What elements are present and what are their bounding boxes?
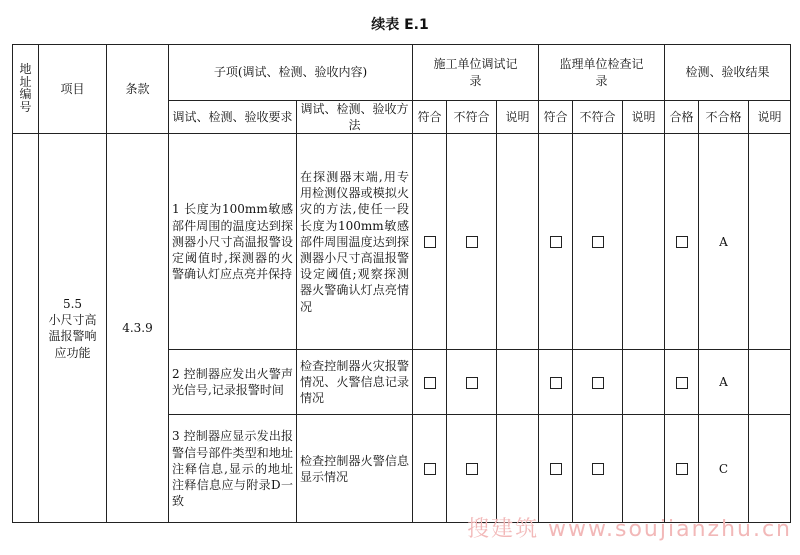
header-construction-unit-label: 施工单位调试记录	[433, 57, 518, 88]
header-address-no-label: 地址编号	[19, 62, 32, 114]
sup-note-3	[623, 415, 665, 523]
checkbox-icon[interactable]	[676, 236, 688, 248]
check-conform-3[interactable]	[413, 415, 447, 523]
method-2: 检查控制器火灾报警情况、火警信息记录情况	[297, 350, 413, 415]
cell-clause: 4.3.9	[107, 134, 169, 523]
header-nonconform-2: 不符合	[573, 101, 623, 134]
header-nonconform-1: 不符合	[447, 101, 497, 134]
header-conform-1: 符合	[413, 101, 447, 134]
cell-item	[39, 134, 107, 523]
check-conform-1[interactable]	[413, 134, 447, 350]
grade-1: A	[699, 134, 749, 350]
header-sub-item: 子项(调试、检测、验收内容)	[169, 45, 413, 101]
item-number: 5.5	[62, 297, 83, 311]
sup-note-2	[623, 350, 665, 415]
note-1	[497, 134, 539, 350]
checkbox-icon[interactable]	[550, 463, 562, 475]
requirement-2: 2 控制器应发出火警声光信号,记录报警时间	[169, 350, 297, 415]
check-sup-nonconform-3[interactable]	[573, 415, 623, 523]
header-note-1: 说明	[497, 101, 539, 134]
checkbox-icon[interactable]	[424, 463, 436, 475]
header-result	[665, 45, 791, 101]
check-sup-conform-3[interactable]	[539, 415, 573, 523]
checkbox-icon[interactable]	[424, 377, 436, 389]
check-nonconform-2[interactable]	[447, 350, 497, 415]
method-3: 检查控制器火警信息显示情况	[297, 415, 413, 523]
header-method: 调试、检测、验收方法	[297, 101, 413, 134]
checkbox-icon[interactable]	[592, 377, 604, 389]
check-sup-nonconform-1[interactable]	[573, 134, 623, 350]
header-qualified: 合格	[665, 101, 699, 134]
note-2	[497, 350, 539, 415]
table-title: 续表 E.1	[371, 17, 429, 33]
item-name: 小尺寸高温报警响应功能	[48, 313, 97, 360]
check-sup-conform-2[interactable]	[539, 350, 573, 415]
checkbox-icon[interactable]	[466, 377, 478, 389]
check-qualified-2[interactable]	[665, 350, 699, 415]
result-note-1	[749, 134, 791, 350]
result-note-2	[749, 350, 791, 415]
checkbox-icon[interactable]	[550, 377, 562, 389]
checkbox-icon[interactable]	[592, 463, 604, 475]
header-item: 项目	[39, 45, 107, 134]
checkbox-icon[interactable]	[676, 463, 688, 475]
requirement-1: 1 长度为100mm敏感部件周围的温度达到探测器小尺寸高温报警设定阈值时,探测器的火警确认灯应点亮并保持	[169, 134, 297, 350]
cell-address-no	[13, 134, 39, 523]
check-qualified-1[interactable]	[665, 134, 699, 350]
header-clause: 条款	[107, 45, 169, 134]
table-row	[13, 134, 791, 350]
grade-3: C	[699, 415, 749, 523]
checkbox-icon[interactable]	[466, 463, 478, 475]
note-3	[497, 415, 539, 523]
checkbox-icon[interactable]	[466, 236, 478, 248]
checkbox-icon[interactable]	[550, 236, 562, 248]
grade-2: A	[699, 350, 749, 415]
result-note-3	[749, 415, 791, 523]
check-sup-nonconform-2[interactable]	[573, 350, 623, 415]
header-address-no	[13, 45, 39, 134]
method-1: 在探测器末端,用专用检测仪器或模拟火灾的方法,使任一段长度为100mm敏感部件周围温度达到探测器小尺寸高温报警设定阈值;观察探测器火警确认灯点亮情况	[297, 134, 413, 350]
checkbox-icon[interactable]	[592, 236, 604, 248]
header-supervision-unit-label: 监理单位检查记录	[559, 57, 644, 88]
requirement-3: 3 控制器应显示发出报警信号部件类型和地址注释信息,显示的地址注释信息应与附录D一致	[169, 415, 297, 523]
inspection-table	[12, 44, 791, 523]
checkbox-icon[interactable]	[424, 236, 436, 248]
check-nonconform-3[interactable]	[447, 415, 497, 523]
header-conform-2: 符合	[539, 101, 573, 134]
check-conform-2[interactable]	[413, 350, 447, 415]
check-sup-conform-1[interactable]	[539, 134, 573, 350]
sup-note-1	[623, 134, 665, 350]
header-note-2: 说明	[623, 101, 665, 134]
check-qualified-3[interactable]	[665, 415, 699, 523]
header-construction-unit	[413, 45, 539, 101]
checkbox-icon[interactable]	[676, 377, 688, 389]
header-unqualified: 不合格	[699, 101, 749, 134]
header-requirement: 调试、检测、验收要求	[169, 101, 297, 134]
header-supervision-unit	[539, 45, 665, 101]
watermark: 搜建筑 www.soujianzhu.cn	[467, 517, 792, 542]
header-result-label: 检测、验收结果	[685, 65, 770, 80]
check-nonconform-1[interactable]	[447, 134, 497, 350]
header-note-3: 说明	[749, 101, 791, 134]
